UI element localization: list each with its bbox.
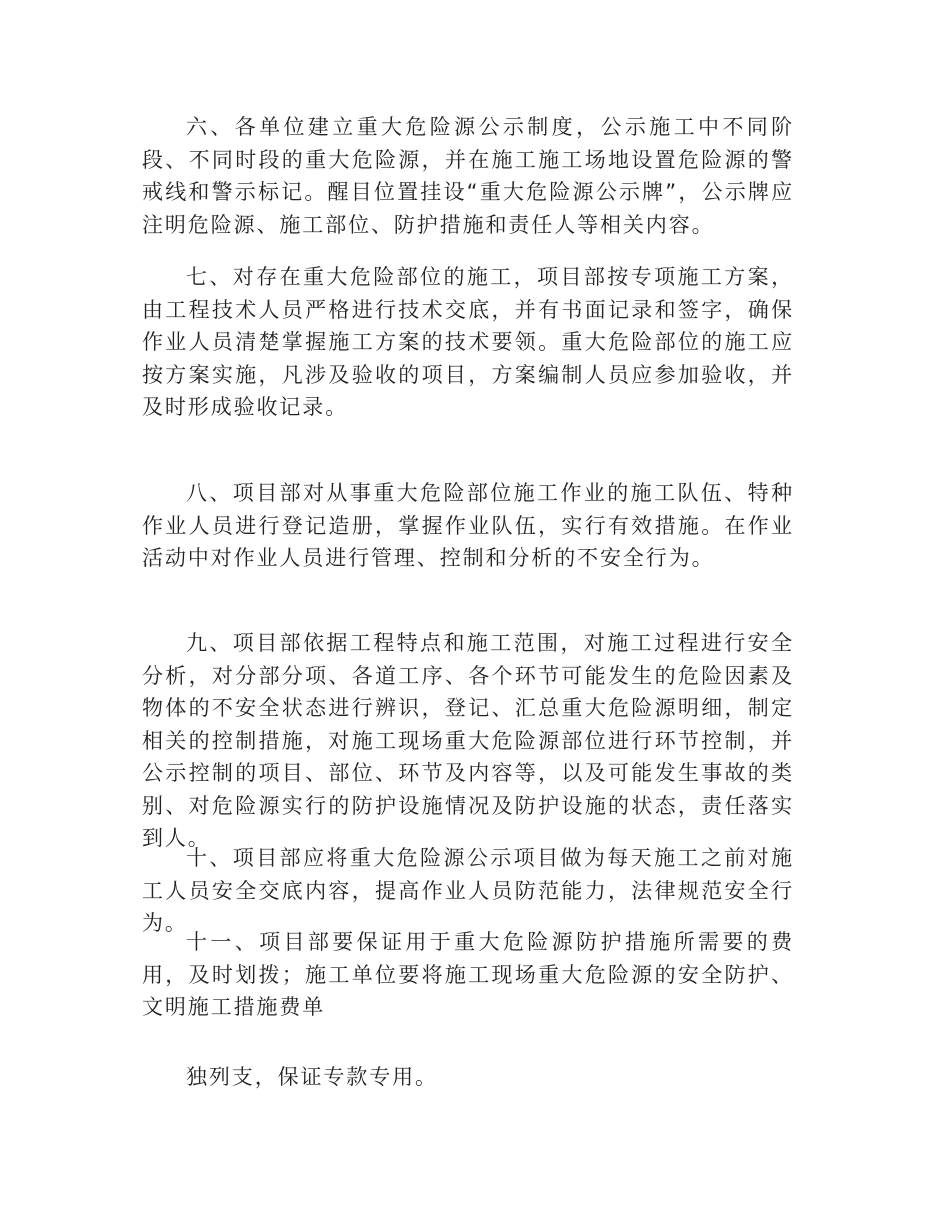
paragraph-six: 六、各单位建立重大危险源公示制度，公示施工中不同阶段、不同时段的重大危险源，并在施工施工场地设置危险源的警戒线和警示标记。醒目位置挂设“重大危险源公示牌”，公示牌应注明危险源、施工部位、防护措施和责任人等相关内容。 (142, 115, 794, 237)
paragraph-ten: 十、项目部应将重大危险源公示项目做为每天施工之前对施工人员安全交底内容，提高作业人员防范能力，法律规范安全行为。 (142, 846, 794, 935)
paragraph-eleven: 十一、项目部要保证用于重大危险源防护措施所需要的费用，及时划拨；施工单位要将施工现场重大危险源的安全防护、文明施工措施费单 (142, 930, 794, 1019)
paragraph-eleven-continued: 独列支，保证专款专用。 (186, 1065, 438, 1089)
paragraph-seven: 七、对存在重大危险部位的施工，项目部按专项施工方案，由工程技术人员严格进行技术交底，并有书面记录和签字，确保作业人员清楚掌握施工方案的技术要领。重大危险部位的施工应按方案实施，凡涉及验收的项目，方案编制人员应参加验收，并及时形成验收记录。 (142, 265, 794, 419)
paragraph-nine: 九、项目部依据工程特点和施工范围，对施工过程进行安全分析，对分部分项、各道工序、各个环节可能发生的危险因素及物体的不安全状态进行辨识，登记、汇总重大危险源明细，制定相关的控制措施，对施工现场重大危险源部位进行环节控制，并公示控制的项目、部位、环节及内容等，以及可能发生事故的类别、对危险源实行的防护设施情况及防护设施的状态，责任落实到人。 (142, 631, 794, 850)
paragraph-eight: 八、项目部对从事重大危险部位施工作业的施工队伍、特种作业人员进行登记造册，掌握作业队伍，实行有效措施。在作业活动中对作业人员进行管理、控制和分析的不安全行为。 (142, 481, 794, 570)
